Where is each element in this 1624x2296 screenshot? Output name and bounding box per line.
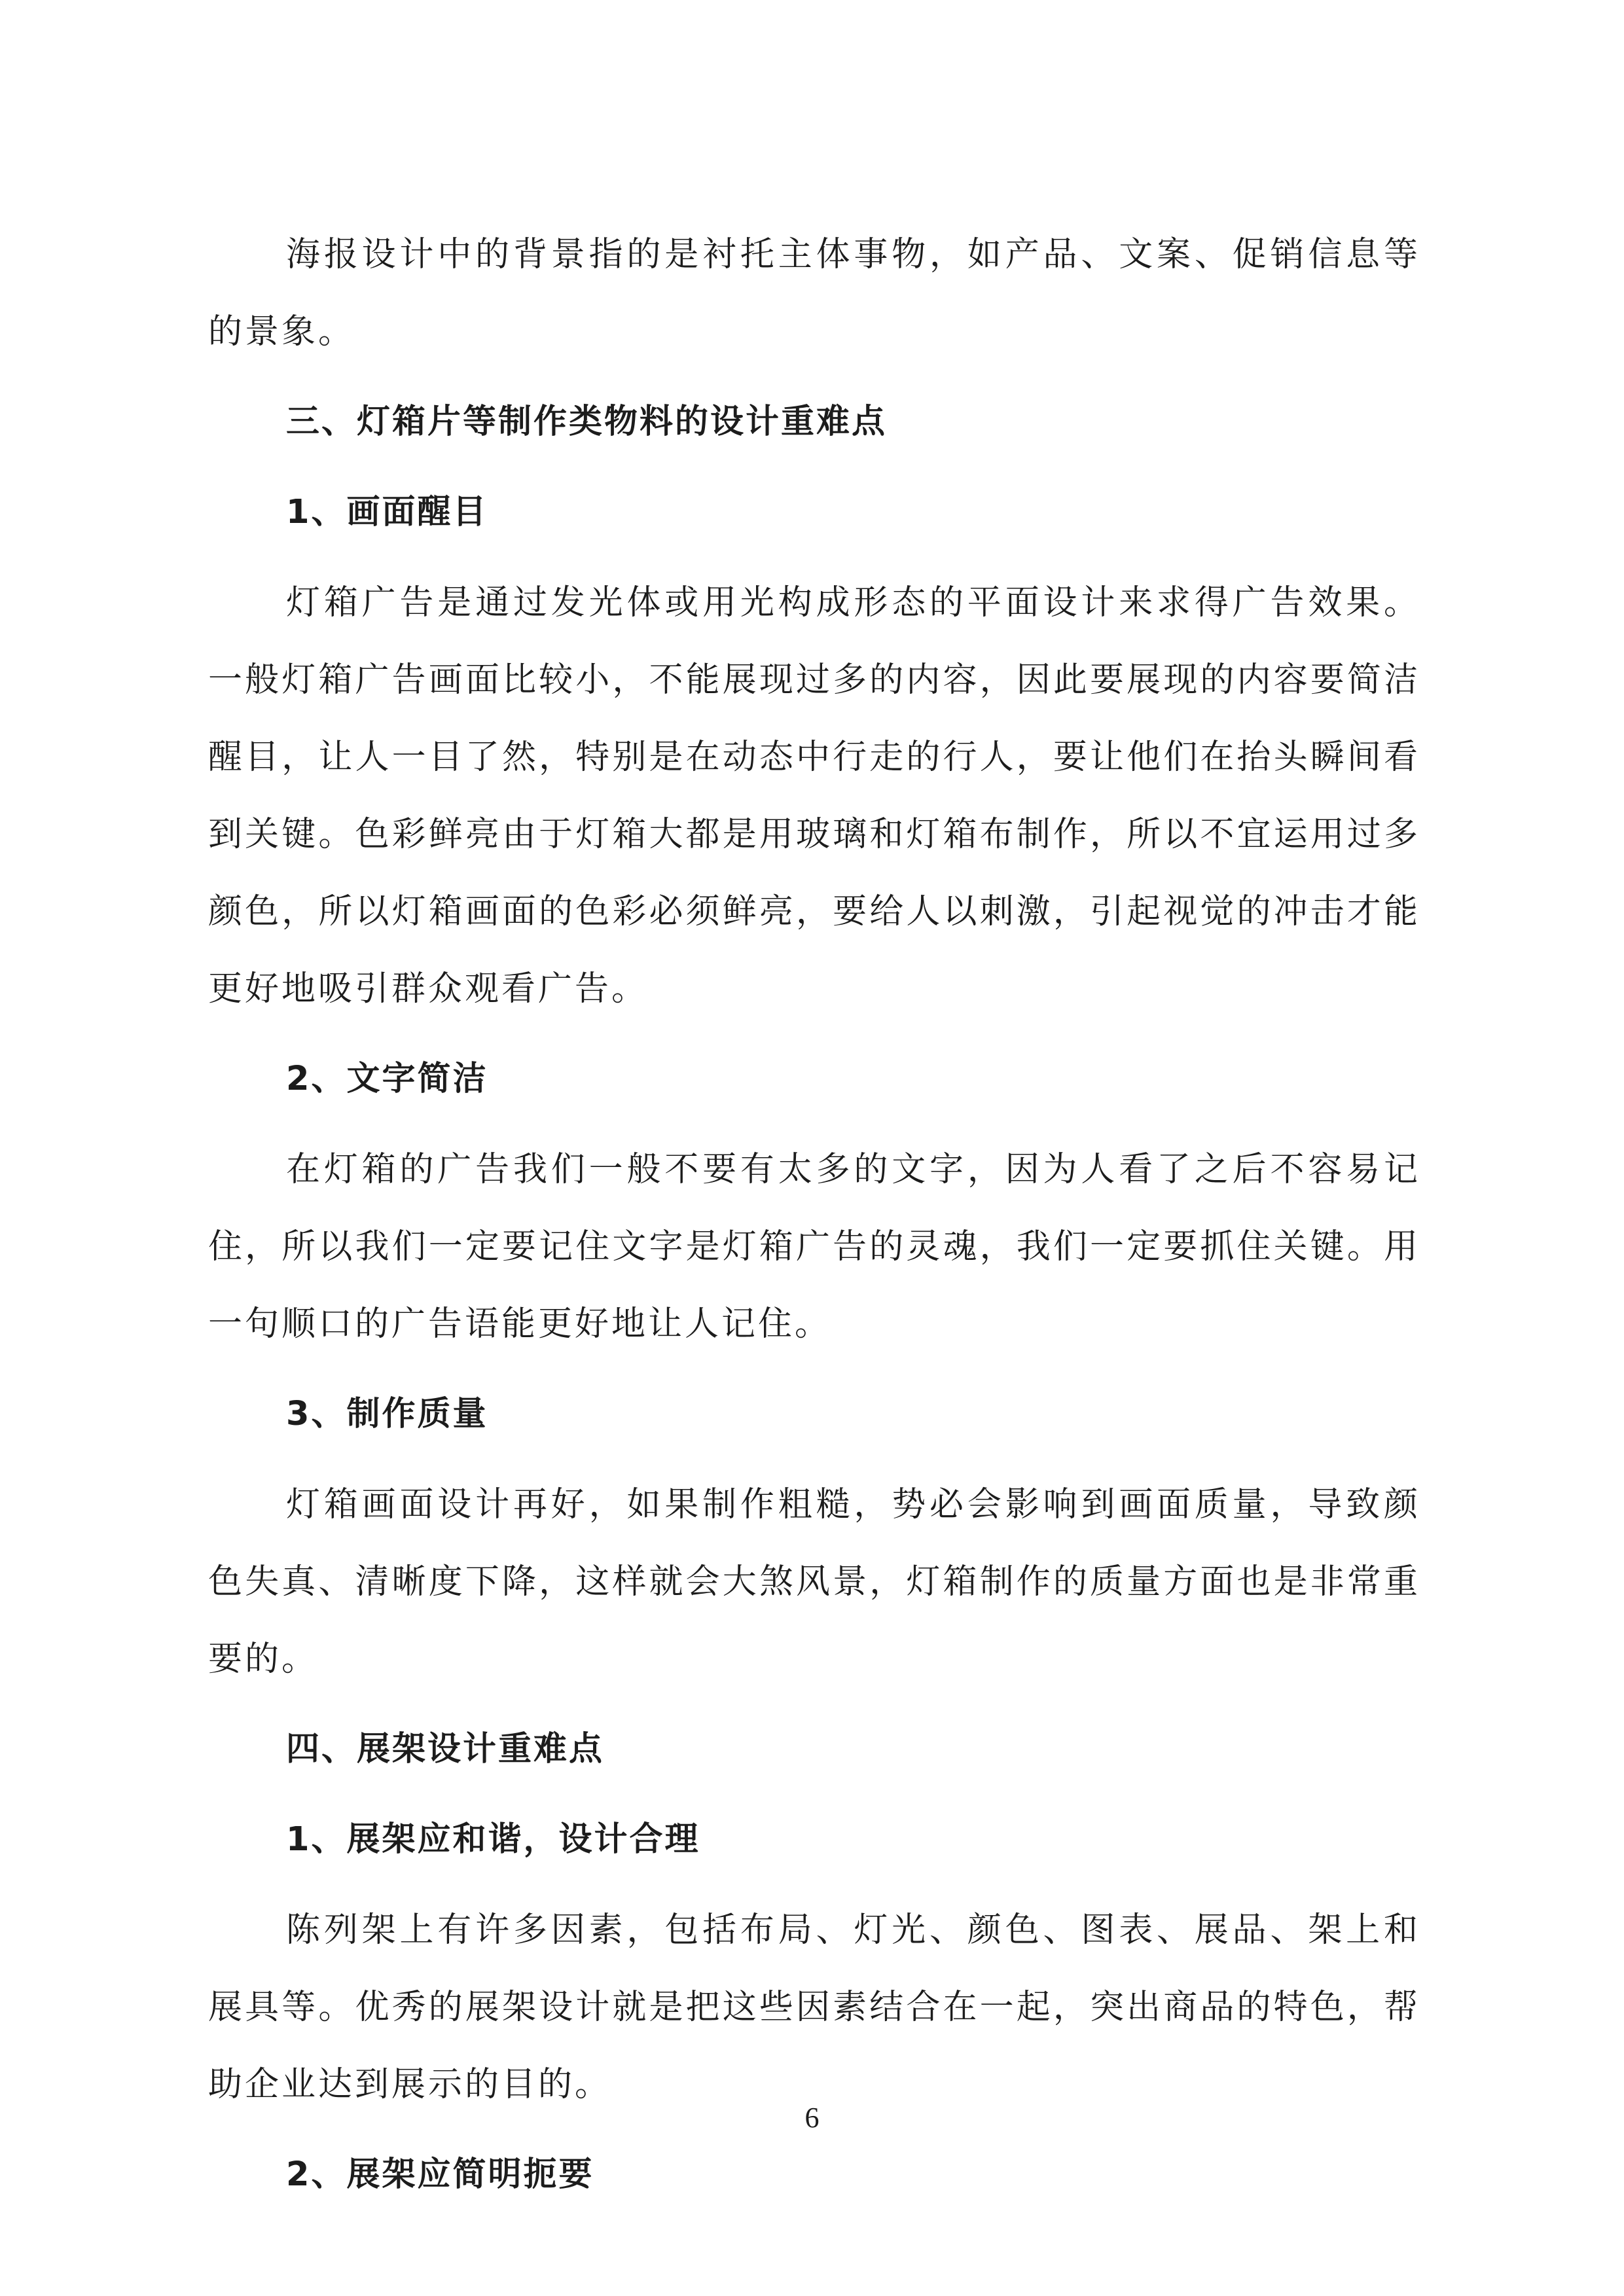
document-body xyxy=(208,216,1420,2214)
heading-section-four: 四、展架设计重难点 xyxy=(286,1730,605,1768)
heading-production-quality: 3、制作质量 xyxy=(286,1395,488,1433)
paragraph-concise-text: 在灯箱的广告我们一般不要有太多的文字，因为人看了之后不容易记住，所以我们一定要记住文字是灯箱广告的灵魂，我们一定要抓住关键。用一句顺口的广告语能更好地让人记住。 xyxy=(208,1150,1420,1344)
heading-section-three: 三、灯箱片等制作类物料的设计重难点 xyxy=(286,403,888,441)
heading-concise-display: 2、展架应简明扼要 xyxy=(286,2155,594,2194)
paragraph-background-definition: 海报设计中的背景指的是衬托主体事物，如产品、文案、促销信息等的景象。 xyxy=(208,235,1420,351)
page-number: 6 xyxy=(804,2102,820,2134)
heading-concise-text: 2、文字简洁 xyxy=(286,1060,488,1098)
paragraph-production-quality: 灯箱画面设计再好，如果制作粗糙，势必会影响到画面质量，导致颜色失真、清晰度下降，这样就会大煞风景，灯箱制作的质量方面也是非常重要的。 xyxy=(208,1485,1420,1679)
paragraph-harmonious-design: 陈列架上有许多因素，包括布局、灯光、颜色、图表、展品、架上和展具等。优秀的展架设计就是把这些因素结合在一起，突出商品的特色，帮助企业达到展示的目的。 xyxy=(208,1910,1420,2104)
paragraph-eye-catching: 灯箱广告是通过发光体或用光构成形态的平面设计来求得广告效果。一般灯箱广告画面比较小，不能展现过多的内容，因此要展现的内容要简洁醒目，让人一目了然，特别是在动态中行走的行人，要让他们在抬头瞬间看到关键。色彩鲜亮由于灯箱大都是用玻璃和灯箱布制作，所以不宜运用过多颜色，所以灯箱画面的色彩必须鲜亮，要给人以刺激，引起视觉的冲击才能更好地吸引群众观看广告。 xyxy=(208,583,1420,1009)
heading-harmonious-design: 1、展架应和谐，设计合理 xyxy=(286,1820,700,1859)
heading-eye-catching: 1、画面醒目 xyxy=(286,493,488,531)
